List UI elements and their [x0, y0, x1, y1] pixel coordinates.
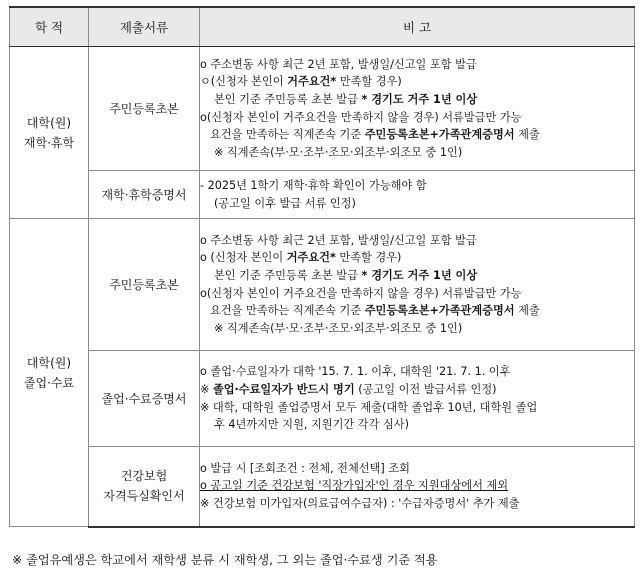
remark-line: o 발급 시 [조회조건 : 전체, 전체선택] 조회	[200, 461, 410, 475]
status-line: 대학(원)	[26, 355, 72, 370]
remarks-cell	[200, 447, 635, 527]
remark-line: o 주소변동 사항 최근 2년 포함, 발생일/신고일 포함 발급	[200, 233, 477, 247]
remark-line: 본인 기준 주민등록 초본 발급 * 경기도 거주 1년 이상	[214, 92, 478, 106]
header-row	[10, 7, 635, 47]
status-cell	[10, 47, 89, 219]
remark-line: ※ 졸업·수료일자가 반드시 명기 (공고일 이전 발급서류 인정)	[200, 382, 497, 396]
remarks-cell	[200, 219, 635, 351]
header-status: 학 적	[10, 7, 89, 47]
document-cell	[89, 219, 200, 351]
table-row	[10, 447, 635, 527]
remark-line: 후 4년까지만 지원, 지원기간 각각 심사)	[214, 418, 409, 432]
remark-line: o (신청자 본인이 거주요건* 만족할 경우)	[200, 251, 402, 265]
table-row	[10, 47, 635, 171]
document-name: 주민등록초본	[109, 101, 179, 116]
document-cell	[89, 351, 200, 447]
status-line: 대학(원)	[26, 115, 72, 130]
remark-line: 본인 기준 주민등록 초본 발급 * 경기도 거주 1년 이상	[214, 268, 478, 282]
remark-line: - 2025년 1학기 재학·휴학 확인이 가능해야 함	[200, 178, 427, 192]
remark-line: o(신청자 본인이 거주요건을 만족하지 않을 경우) 서류발급만 가능	[200, 110, 522, 124]
status-line: 졸업·수료	[23, 375, 75, 390]
remark-line: o(신청자 본인이 거주요건을 만족하지 않을 경우) 서류발급만 가능	[200, 286, 522, 300]
footnote: ※ 졸업유예생은 학교에서 재학생 분류 시 재학생, 그 외는 졸업·수료생 기준 적용	[12, 553, 438, 567]
table-row	[10, 219, 635, 351]
table-row	[10, 351, 635, 447]
document-name: 주민등록초본	[109, 277, 179, 292]
status-line: 재학·휴학	[23, 135, 75, 150]
remark-line: 요건을 만족하는 직계존속 기준 주민등록초본+가족관계증명서 제출	[210, 304, 540, 318]
remark-line: ※ 건강보험 미가입자(의료급여수급자) : '수급자증명서' 추가 제출	[200, 497, 520, 511]
document-cell	[89, 47, 200, 171]
header-documents: 제출서류	[89, 7, 200, 47]
remark-line: ㅇ(신청자 본인이 거주요건* 만족할 경우)	[200, 75, 402, 89]
document-table	[9, 6, 635, 528]
document-name: 건강보험	[120, 469, 168, 484]
remark-line: ※ 직계존속(부·모·조부·조모·외조부·외조모 중 1인)	[214, 321, 463, 335]
remarks-cell	[200, 47, 635, 171]
remark-line: ※ 대학, 대학원 졸업증명서 모두 제출(대학 졸업후 10년, 대학원 졸업	[200, 400, 538, 414]
remarks-cell	[200, 351, 635, 447]
remark-line: 요건을 만족하는 직계존속 기준 주민등록초본+가족관계증명서 제출	[210, 128, 540, 142]
document-name: 자격득실확인서	[103, 489, 185, 504]
document-cell	[89, 447, 200, 527]
table-row	[10, 171, 635, 219]
remark-line: o 졸업·수료일자가 대학 '15. 7. 1. 이후, 대학원 '21. 7. 1. 이후	[200, 365, 511, 379]
remark-line: ※ 직계존속(부·모·조부·조모·외조부·외조모 중 1인)	[214, 145, 463, 159]
header-remarks: 비 고	[200, 7, 635, 47]
status-cell	[10, 219, 89, 527]
remark-line: o 공고일 기준 건강보험 '직장가입자'인 경우 지원대상에서 제외	[200, 479, 509, 493]
document-cell	[89, 171, 200, 219]
remarks-cell	[200, 171, 635, 219]
remark-line: (공고일 이후 발급 서류 인정)	[214, 196, 356, 210]
document-name: 졸업·수료증명서	[101, 391, 187, 406]
remark-line: o 주소변동 사항 최근 2년 포함, 발생일/신고일 포함 발급	[200, 57, 477, 71]
document-name: 재학·휴학증명서	[101, 187, 187, 202]
